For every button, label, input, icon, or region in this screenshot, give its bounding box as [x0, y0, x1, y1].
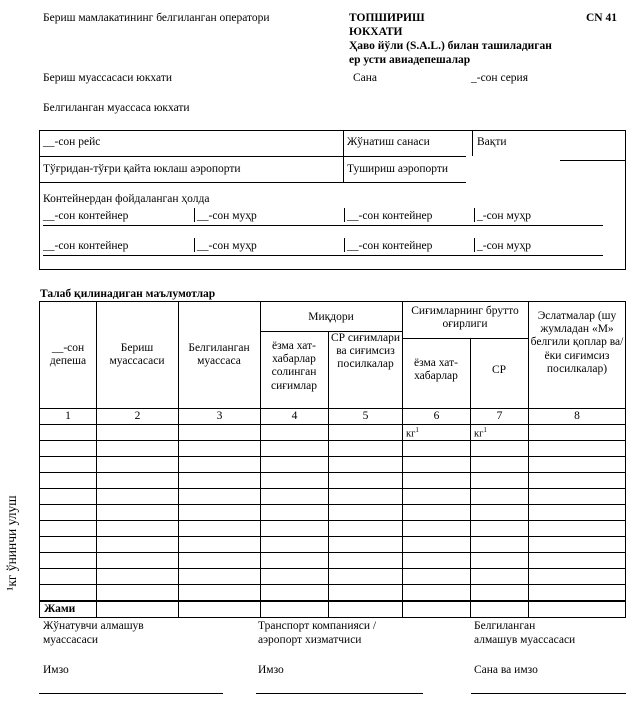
col-divider [260, 301, 261, 618]
container-field[interactable]: __-сон контейнер [43, 210, 129, 222]
field-tick [194, 208, 195, 222]
col-divider [328, 331, 329, 618]
field-tick [344, 208, 345, 222]
col-divider [528, 301, 529, 618]
table-row [39, 504, 626, 505]
table-row [39, 536, 626, 537]
transport-company-label: Транспорт компанияси / [258, 620, 377, 632]
field-tick [194, 238, 195, 252]
sender-operator-label: Бериш мамлакатининг белгиланган оператори [43, 12, 270, 24]
flight-number-field[interactable]: __-сон рейс [43, 136, 101, 148]
col-header-dispatch: __-сон депеша [49, 342, 87, 368]
number-row-bottom [39, 424, 626, 425]
container-field[interactable]: __-сон контейнер [347, 210, 433, 222]
table-row [39, 568, 626, 569]
field-tick [474, 208, 475, 222]
field-tick [474, 238, 475, 252]
unit-kg-cp: $кг^1$ [474, 426, 487, 440]
reload-row-line [39, 182, 466, 183]
table-row [39, 488, 626, 489]
col-divider [402, 301, 403, 618]
group-header-quantity: Миқдори [308, 311, 354, 323]
col-header-destination: Белгиланган муассаса [188, 342, 250, 368]
section-title: Талаб қилинадиган маълумотлар [40, 288, 216, 300]
table-row [39, 456, 626, 457]
col-divider [470, 338, 471, 618]
dest-exchange-office-label-2: алмашув муассасаси [474, 634, 576, 646]
flight-box-right [625, 130, 626, 270]
flight-box-top [39, 130, 626, 131]
col-number: 1 [65, 410, 71, 422]
col-header-cp: СР сиғимлари ва сиғимсиз посилкалар [330, 332, 401, 371]
group-line [402, 338, 528, 339]
col-header-weight-cp: СР [491, 364, 507, 376]
col-number: 4 [291, 410, 298, 422]
series-label: _-сон серия [471, 72, 529, 84]
seal-field[interactable]: __-сон муҳр [197, 210, 257, 222]
table-row [39, 520, 626, 521]
table-row [39, 552, 626, 553]
flight-row-line [39, 156, 466, 157]
container-row-line [43, 255, 603, 256]
field-tick [344, 238, 345, 252]
seal-field[interactable]: _-сон муҳр [477, 240, 531, 252]
date-signature-label: Сана ва имзо [474, 664, 538, 676]
container-row-line [43, 225, 603, 226]
col-number: 6 [433, 410, 440, 422]
side-note-kg-decimal: ¹кг ўнинчи улуш [4, 495, 19, 591]
unload-airport-field[interactable]: Тушириш аэропорти [347, 163, 449, 175]
container-field[interactable]: __-сон контейнер [347, 240, 433, 252]
seal-field[interactable]: __-сон муҳр [197, 240, 257, 252]
table-row [39, 440, 626, 441]
col-header-letters: ёзма хат-хабарлар солинган сиғимлар [271, 340, 317, 392]
containers-caption: Контейнердан фойдаланган ҳолда [43, 193, 210, 205]
unit-kg-letters: $кг^1$ [406, 426, 419, 440]
flight-box-bottom [39, 269, 626, 270]
table-row [39, 584, 626, 585]
signature-line[interactable] [256, 693, 423, 694]
col-number: 5 [362, 410, 369, 422]
container-field[interactable]: __-сон контейнер [43, 240, 129, 252]
table-right [625, 301, 626, 618]
departure-date-field[interactable]: Жўнатиш санаси [347, 136, 430, 148]
form-subtitle: Ҳаво йўли (S.A.L.) билан ташиладиган [349, 40, 552, 52]
group-header-weight: Сиғимларнинг брутто оғирлиги [411, 305, 519, 331]
signature-line[interactable] [39, 693, 223, 694]
sender-office-label: Бериш муассасаси юкхати [43, 72, 173, 84]
table-row [39, 472, 626, 473]
transport-company-label-2: аэропорт хизматчиси [258, 634, 362, 646]
col-number: 7 [496, 410, 503, 422]
date-label: Сана [353, 72, 378, 84]
table-left [39, 301, 40, 618]
table-top [39, 301, 626, 302]
time-underline [560, 160, 626, 161]
total-row-line [39, 600, 626, 602]
flight-box-left [39, 130, 40, 270]
col-divider [96, 301, 97, 618]
col-number: 2 [134, 410, 141, 422]
col-number: 3 [216, 410, 223, 422]
sender-exchange-office-label: Жўнатувчи алмашув [43, 620, 144, 632]
table-bottom [39, 617, 626, 618]
form-subtitle-2: ер усти авиадепешалар [349, 54, 471, 66]
col-header-remarks: Эслатмалар (шу жумладан «М» белгили қоплар ва/ёки сиғимсиз посилкалар) [530, 310, 624, 375]
col-header-weight-letters: ёзма хат-хабарлар [414, 357, 458, 383]
reload-airport-field[interactable]: Тўғридан-тўғри қайта юклаш аэропорти [43, 163, 241, 175]
total-label: Жами [44, 603, 76, 615]
col-header-sender: Бериш муассасаси [109, 342, 165, 368]
signature-label: Имзо [43, 664, 69, 676]
signature-label: Имзо [258, 664, 284, 676]
sender-exchange-office-label-2: муассасаси [43, 634, 99, 646]
number-row-top [39, 408, 626, 409]
flight-box-divider-2 [472, 130, 473, 156]
seal-field[interactable]: _-сон муҳр [477, 210, 531, 222]
col-number: 8 [574, 410, 580, 422]
form-title-2: ЮКХАТИ [349, 26, 403, 38]
form-code: CN 41 [586, 12, 617, 24]
col-divider [178, 301, 179, 618]
form-title: ТОПШИРИШ [349, 12, 425, 24]
date-signature-line[interactable] [471, 693, 626, 694]
time-field[interactable]: Вақти [477, 136, 507, 148]
dest-exchange-office-label: Белгиланган [474, 620, 536, 632]
destination-office-label: Белгиланган муассаса юкхати [43, 102, 190, 114]
